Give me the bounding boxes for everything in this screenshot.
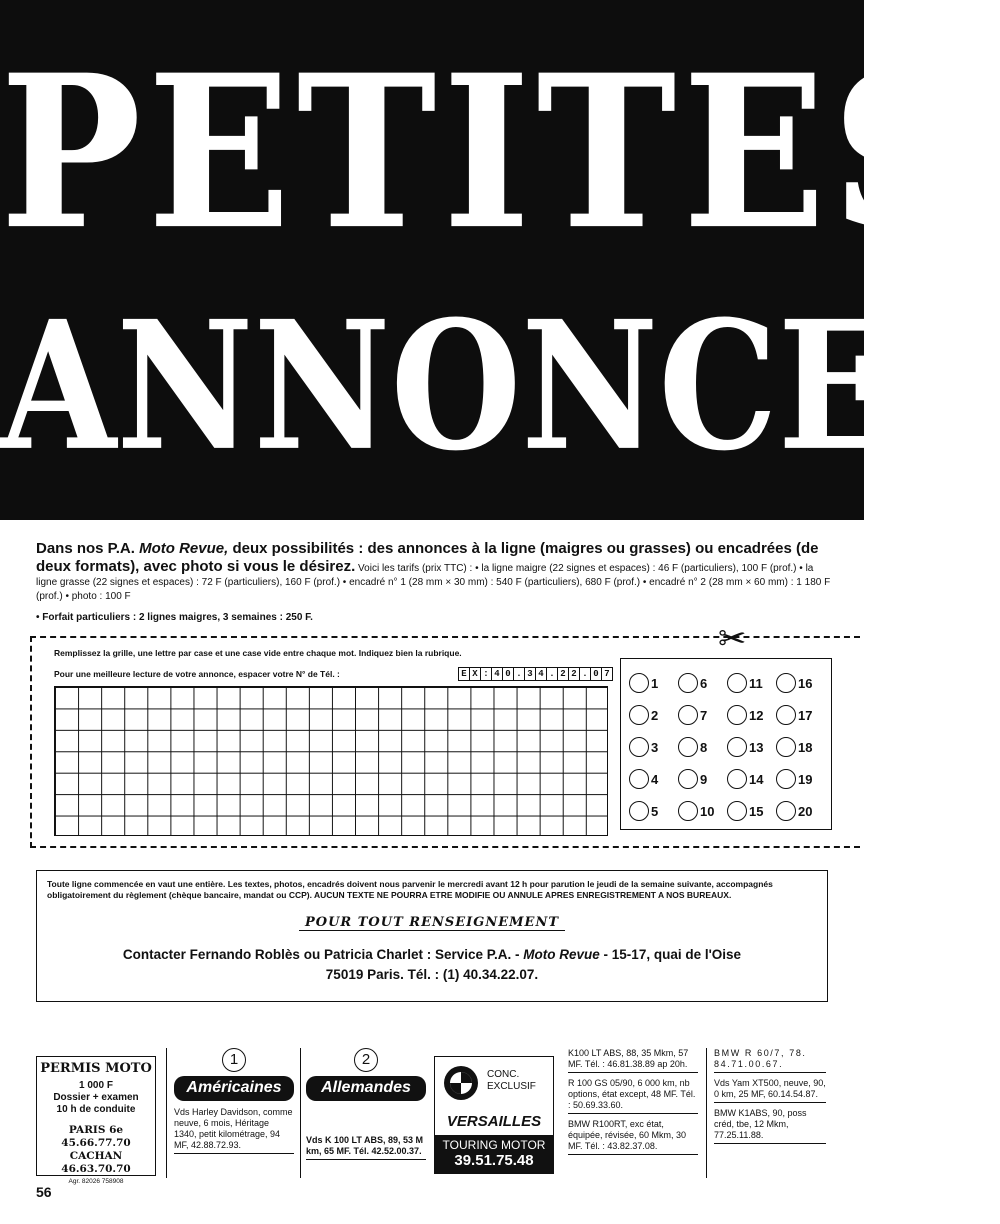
bmw-logo-icon (443, 1065, 479, 1101)
bmw-shop: TOURING MOTOR (442, 1138, 546, 1152)
rubrique-option[interactable] (776, 705, 825, 725)
hero-banner (0, 0, 1000, 520)
rubrique-row (629, 699, 825, 731)
classified-ad: R 100 GS 05/90, 6 000 km, nb options, état except, 48 MF. Tél. : 50.69.33.60. (568, 1078, 698, 1114)
rubrique-number: 6 (700, 675, 708, 691)
classified-ad: K100 LT ABS, 88, 35 Mkm, 57 MF. Tél. : 46.81.38.89 ap 20h. (568, 1048, 698, 1073)
rubrique-checkbox[interactable] (776, 705, 796, 725)
rubrique-number: 19 (798, 771, 813, 787)
rubrique-number: 1 (651, 675, 659, 691)
phone-char-box: X (469, 667, 481, 681)
rubrique-checkbox[interactable] (629, 769, 649, 789)
bmw-concession (487, 1069, 536, 1093)
rubrique-option[interactable] (678, 737, 727, 757)
intro-paragraph (36, 540, 836, 604)
rubrique-option[interactable] (727, 673, 776, 693)
rubrique-option[interactable] (629, 737, 678, 757)
rubrique-number: 20 (798, 803, 813, 819)
rubrique-number: 18 (798, 739, 813, 755)
phone-char-box: E (458, 667, 470, 681)
rubrique-checkbox[interactable] (776, 673, 796, 693)
phone-char-box: 4 (491, 667, 503, 681)
contact-line2: 75019 Paris. Tél. : (1) 40.34.22.07. (325, 967, 539, 982)
rubrique-checkbox[interactable] (629, 801, 649, 821)
rubrique-option[interactable] (727, 769, 776, 789)
intro-brand: Moto Revue, (139, 540, 229, 557)
rubrique-checkbox[interactable] (678, 673, 698, 693)
phone-char-box: . (579, 667, 591, 681)
rubrique-checkbox[interactable] (727, 705, 747, 725)
rubrique-number: 4 (651, 771, 659, 787)
form-phone-hint: Pour une meilleure lecture de votre annonce, espacer votre N° de Tél. : (54, 669, 340, 679)
rubrique-1-badge: 1 (222, 1048, 246, 1072)
americaines-ad-text: Vds Harley Davidson, comme neuve, 6 mois, Héritage 1340, petit kilométrage, 94 MF, 42.88.72.93. (174, 1107, 294, 1154)
permis-sub2: 10 h de conduite (56, 1104, 136, 1115)
phone-char-box: . (513, 667, 525, 681)
rubrique-checkbox[interactable] (776, 801, 796, 821)
bmw-city: VERSAILLES (446, 1113, 542, 1130)
rubrique-option[interactable] (678, 673, 727, 693)
ad-allemandes (306, 1048, 426, 1160)
rubrique-2-badge: 2 (354, 1048, 378, 1072)
contact-brand: Moto Revue (523, 947, 600, 962)
rubrique-checkbox[interactable] (727, 737, 747, 757)
americaines-banner: Américaines (174, 1076, 294, 1101)
allemandes-ad-text: Vds K 100 LT ABS, 89, 53 M km, 65 MF. Tél. 42.52.00.37. (306, 1135, 426, 1160)
phone-char-box: : (480, 667, 492, 681)
rubrique-checkbox[interactable] (629, 673, 649, 693)
ad-bmw-versailles (434, 1056, 554, 1174)
handwritten-text: POUR TOUT RENSEIGNEMENT (299, 915, 565, 931)
rubrique-row (629, 795, 825, 827)
form-instruction: Remplissez la grille, une lettre par case et une case vide entre chaque mot. Indiquez bien la rubrique. (54, 648, 462, 658)
forfait-text: • Forfait particuliers : 2 lignes maigres, 3 semaines : 250 F. (36, 612, 313, 623)
classified-ads (36, 1048, 836, 1185)
rubrique-row (629, 667, 825, 699)
phone-char-box: 2 (557, 667, 569, 681)
permis-price: 1 000 F (79, 1080, 113, 1091)
phone-char-box: 7 (601, 667, 613, 681)
rubrique-number: 8 (700, 739, 708, 755)
rubrique-row (629, 763, 825, 795)
rubrique-number: 15 (749, 803, 764, 819)
classified-ad: BMW K1ABS, 90, poss créd, tbe, 12 Mkm, 77.25.11.88. (714, 1108, 826, 1144)
phone-char-box: 0 (590, 667, 602, 681)
bmw-contact-block (435, 1135, 553, 1173)
classified-ad: Vds Yam XT500, neuve, 90, 0 km, 25 MF, 60.14.54.87. (714, 1078, 826, 1103)
classified-column-5 (568, 1048, 698, 1160)
rubrique-number: 3 (651, 739, 659, 755)
handwritten-heading (37, 915, 827, 931)
rubrique-number: 13 (749, 739, 764, 755)
rubrique-option[interactable] (629, 705, 678, 725)
rubrique-checkbox[interactable] (678, 705, 698, 725)
rubrique-number: 7 (700, 707, 708, 723)
cut-line-left (30, 636, 32, 848)
contact-address: - 15-17, quai de l'Oise (599, 947, 742, 962)
intro-lead-start: Dans nos P.A. (36, 540, 140, 557)
permis-phone-cachan: CACHAN 46.63.70.70 (61, 1150, 131, 1175)
column-divider (300, 1048, 301, 1178)
info-rules-text: Toute ligne commencée en vaut une entière. Les textes, photos, encadrés doivent nous parvenir le mercredi avant 12 h pour parution le jeudi de la semaine suivante, accompagnés obligatoirement du règlement (chèque bancaire, mandat ou CCP). AUCUN TEXTE NE POURRA ETRE MODIFIE OU ANNULE APRES ENREGISTREMENT A NOS BUREAUX. (47, 879, 773, 900)
rubrique-number: 14 (749, 771, 764, 787)
rubrique-option[interactable] (629, 769, 678, 789)
contact-line1 (37, 947, 827, 962)
letter-grid[interactable] (54, 686, 608, 836)
rubrique-number: 5 (651, 803, 659, 819)
phone-char-box: 2 (568, 667, 580, 681)
hero-title-line1: PETITES (0, 28, 974, 277)
rubrique-checkbox[interactable] (678, 801, 698, 821)
rubrique-option[interactable] (678, 769, 727, 789)
info-box (36, 870, 828, 1002)
classified-column-6 (714, 1048, 826, 1149)
rubrique-checkbox[interactable] (776, 769, 796, 789)
phone-example-boxes (459, 667, 613, 681)
classified-ad: BMW R100RT, exc état, équipée, révisée, 60 Mkm, 30 MF. Tél. : 43.82.37.08. (568, 1119, 698, 1155)
rubrique-option[interactable] (776, 801, 825, 821)
rubrique-number: 12 (749, 707, 764, 723)
phone-char-box: 3 (524, 667, 536, 681)
rubrique-option[interactable] (776, 769, 825, 789)
permis-title: PERMIS MOTO (40, 1061, 152, 1076)
allemandes-banner: Allemandes (306, 1076, 426, 1101)
rubrique-checkbox[interactable] (776, 737, 796, 757)
rubrique-option[interactable] (727, 801, 776, 821)
rubrique-checkbox[interactable] (727, 801, 747, 821)
rubrique-checkbox[interactable] (678, 769, 698, 789)
column-divider (166, 1048, 167, 1178)
ad-permis-moto (36, 1056, 156, 1185)
bmw-conc-label: CONC. (487, 1069, 520, 1080)
bmw-phone: 39.51.75.48 (454, 1152, 534, 1169)
contact-names: Contacter Fernando Roblès ou Patricia Charlet : Service P.A. - (122, 947, 524, 962)
rubrique-option[interactable] (776, 673, 825, 693)
rubrique-number: 17 (798, 707, 813, 723)
rubrique-checkbox[interactable] (678, 737, 698, 757)
phone-char-box: 0 (502, 667, 514, 681)
rubrique-option[interactable] (678, 801, 727, 821)
permis-sub1: Dossier + examen (53, 1092, 139, 1103)
rubrique-option[interactable] (678, 705, 727, 725)
column-divider (706, 1048, 707, 1178)
hero-title-line2: ANNONCES (0, 282, 1000, 491)
rubrique-option[interactable] (629, 673, 678, 693)
rubrique-number: 10 (700, 803, 715, 819)
tarifs-text: Voici les tarifs (prix TTC) : • la ligne maigre (22 signes et espaces) : 46 F (particuliers), 100 F (prof.) • la ligne grasse (22 signes et espaces) : 72 F (particuliers), 160 F (prof.) • encadré n° 1 (28 mm × 30 mm) : 540 F (particuliers), 680 F (prof.) • encadré n° 2 (28 mm × 60 mm) : 1 180 F (prof.) • photo : 100 F (36, 563, 831, 602)
scissors-icon: ✂ (718, 620, 747, 658)
rubrique-checkbox[interactable] (727, 769, 747, 789)
rubrique-row (629, 731, 825, 763)
rubrique-option[interactable] (776, 737, 825, 757)
rubrique-number: 2 (651, 707, 659, 723)
permis-agreement: Agr. 82026 758908 (68, 1178, 124, 1185)
bmw-exclusif-label: EXCLUSIF (487, 1081, 536, 1092)
rubrique-number: 16 (798, 675, 813, 691)
rubrique-checkbox[interactable] (629, 705, 649, 725)
rubrique-option[interactable] (727, 705, 776, 725)
rubrique-selector (620, 658, 832, 830)
rubrique-option[interactable] (727, 737, 776, 757)
cut-line-bottom (30, 846, 860, 848)
rubrique-number: 11 (749, 675, 763, 691)
rubrique-checkbox[interactable] (727, 673, 747, 693)
rubrique-checkbox[interactable] (629, 737, 649, 757)
rubrique-option[interactable] (629, 801, 678, 821)
phone-char-box: 4 (535, 667, 547, 681)
intro-lead-rest: deux possibilités : des annonces à la ligne (maigres ou grasses) ou encadrées (de deux formats), avec photo si vous le désirez. (36, 540, 819, 575)
permis-phone-paris: PARIS 6e 45.66.77.70 (61, 1124, 131, 1149)
rubrique-number: 9 (700, 771, 708, 787)
ad-americaines (174, 1048, 294, 1154)
classified-ad: BMW R 60/7, 78. 84.71.00.67. (714, 1048, 826, 1073)
phone-char-box: . (546, 667, 558, 681)
page-number: 56 (36, 1184, 52, 1200)
